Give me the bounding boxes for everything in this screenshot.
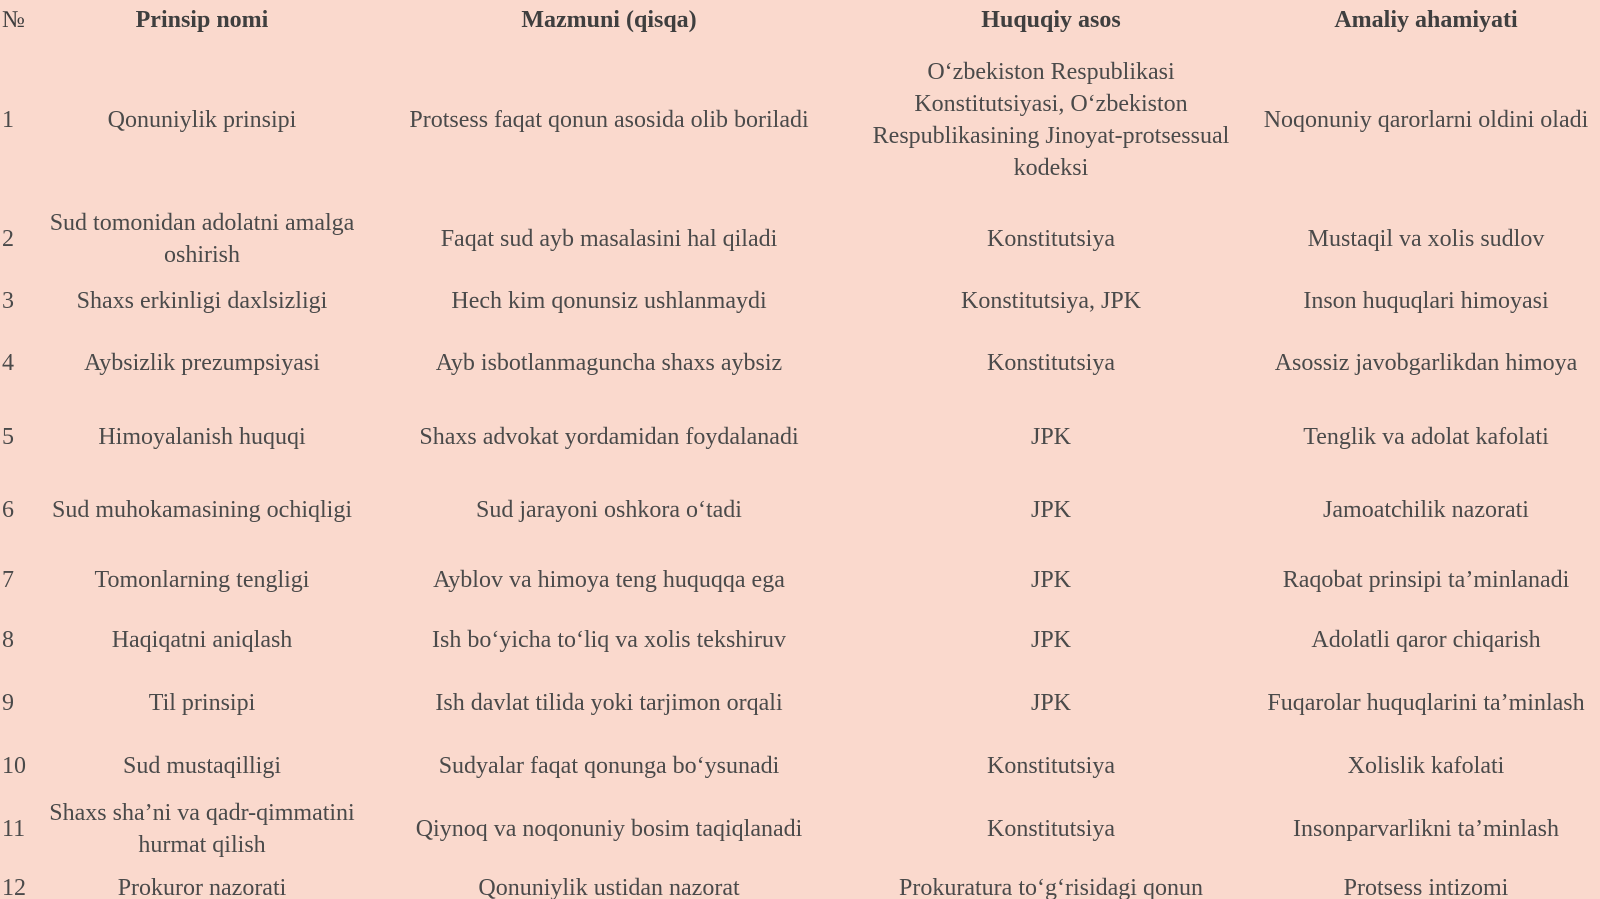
table-header-row — [0, 0, 1596, 40]
header-practical-significance: Amaliy ahamiyati — [1334, 7, 1518, 33]
cell-content: Qiynoq va noqonuniy bosim taqiqlanadi — [415, 816, 803, 842]
cell-content: Sud jarayoni oshkora o‘tadi — [476, 497, 742, 523]
table-row — [0, 40, 1596, 200]
cell-principle-name: Himoyalanish huquqi — [98, 424, 306, 450]
cell-legal-basis: Konstitutsiya, JPK — [960, 288, 1142, 314]
cell-legal-basis: Konstitutsiya — [986, 816, 1115, 842]
cell-number: 2 — [2, 226, 14, 252]
cell-number: 4 — [2, 350, 14, 376]
cell-number: 9 — [2, 690, 14, 716]
cell-principle-name: Haqiqatni aniqlash — [111, 627, 293, 653]
cell-number: 8 — [2, 627, 14, 653]
cell-content: Ayb isbotlanmaguncha shaxs aybsiz — [435, 350, 783, 376]
cell-content: Hech kim qonunsiz ushlanmaydi — [451, 288, 767, 314]
header-legal-basis: Huquqiy asos — [981, 7, 1121, 33]
cell-practical-significance: Jamoatchilik nazorati — [1323, 497, 1529, 523]
cell-legal-basis: Prokuratura to‘g‘risidagi qonun — [899, 875, 1203, 899]
cell-practical-significance: Inson huquqlari himoyasi — [1303, 288, 1549, 314]
cell-content: Sudyalar faqat qonunga bo‘ysunadi — [438, 753, 780, 779]
cell-content: Ish davlat tilida yoki tarjimon orqali — [435, 690, 783, 716]
table-row — [0, 402, 1596, 472]
table-row — [0, 864, 1596, 899]
header-content: Mazmuni (qisqa) — [521, 7, 697, 33]
cell-practical-significance: Noqonuniy qarorlarni oldini oladi — [1263, 107, 1589, 133]
cell-principle-name: Tomonlarning tengligi — [94, 567, 310, 593]
table-row — [0, 324, 1596, 402]
header-principle-name: Prinsip nomi — [135, 7, 269, 33]
cell-number: 1 — [2, 107, 14, 133]
cell-practical-significance: Fuqarolar huquqlarini ta’minlash — [1267, 690, 1585, 716]
cell-legal-basis: JPK — [1030, 627, 1072, 653]
table-row — [0, 668, 1596, 738]
cell-principle-name: Sud mustaqilligi — [122, 753, 281, 779]
cell-number: 10 — [2, 753, 26, 779]
cell-number: 7 — [2, 567, 14, 593]
cell-practical-significance: Insonparvarlikni ta’minlash — [1293, 816, 1559, 842]
table-row — [0, 738, 1596, 794]
cell-legal-basis: JPK — [1030, 567, 1072, 593]
cell-principle-name: Shaxs erkinligi daxlsizligi — [76, 288, 328, 314]
cell-principle-name: Prokuror nazorati — [117, 875, 287, 899]
cell-principle-name: Qonuniylik prinsipi — [107, 107, 297, 133]
cell-number: 12 — [2, 875, 26, 899]
table-row — [0, 472, 1596, 548]
cell-principle-name: Shaxs sha’ni va qadr-qimmatini hurmat qilish — [49, 800, 355, 858]
cell-practical-significance: Mustaqil va xolis sudlov — [1307, 226, 1545, 252]
cell-content: Ayblov va himoya teng huquqqa ega — [433, 567, 785, 593]
cell-content: Protsess faqat qonun asosida olib boriladi — [409, 107, 809, 133]
cell-content: Ish bo‘yicha to‘liq va xolis tekshiruv — [432, 627, 786, 653]
cell-principle-name: Aybsizlik prezumpsiyasi — [84, 350, 320, 376]
cell-practical-significance: Tenglik va adolat kafolati — [1303, 424, 1549, 450]
cell-legal-basis: JPK — [1030, 424, 1072, 450]
cell-legal-basis: JPK — [1030, 497, 1072, 523]
cell-practical-significance: Asossiz javobgarlikdan himoya — [1274, 350, 1578, 376]
cell-number: 6 — [2, 497, 14, 523]
table-row — [0, 794, 1596, 864]
table-row — [0, 548, 1596, 612]
cell-number: 11 — [2, 816, 26, 842]
cell-number: 3 — [2, 288, 14, 314]
cell-legal-basis: Konstitutsiya — [986, 226, 1115, 252]
cell-legal-basis: Konstitutsiya — [986, 753, 1115, 779]
cell-legal-basis: O‘zbekiston Respublikasi Konstitutsiyasi, O‘zbekiston Respublikasining Jinoyat-protsessual kodeksi — [872, 59, 1230, 181]
cell-practical-significance: Xolislik kafolati — [1347, 753, 1505, 779]
cell-content: Faqat sud ayb masalasini hal qiladi — [440, 226, 778, 252]
cell-principle-name: Sud tomonidan adolatni amalga oshirish — [49, 210, 355, 268]
table-row — [0, 278, 1596, 324]
cell-practical-significance: Raqobat prinsipi ta’minlanadi — [1282, 567, 1570, 593]
cell-number: 5 — [2, 424, 14, 450]
cell-content: Qonuniylik ustidan nazorat — [478, 875, 740, 899]
header-number: № — [2, 7, 25, 33]
cell-principle-name: Til prinsipi — [148, 690, 256, 716]
cell-legal-basis: JPK — [1030, 690, 1072, 716]
table-row — [0, 200, 1596, 278]
cell-principle-name: Sud muhokamasining ochiqligi — [52, 497, 352, 523]
table-row — [0, 612, 1596, 668]
cell-practical-significance: Protsess intizomi — [1343, 875, 1509, 899]
cell-content: Shaxs advokat yordamidan foydalanadi — [419, 424, 799, 450]
cell-legal-basis: Konstitutsiya — [986, 350, 1115, 376]
cell-practical-significance: Adolatli qaror chiqarish — [1311, 627, 1541, 653]
